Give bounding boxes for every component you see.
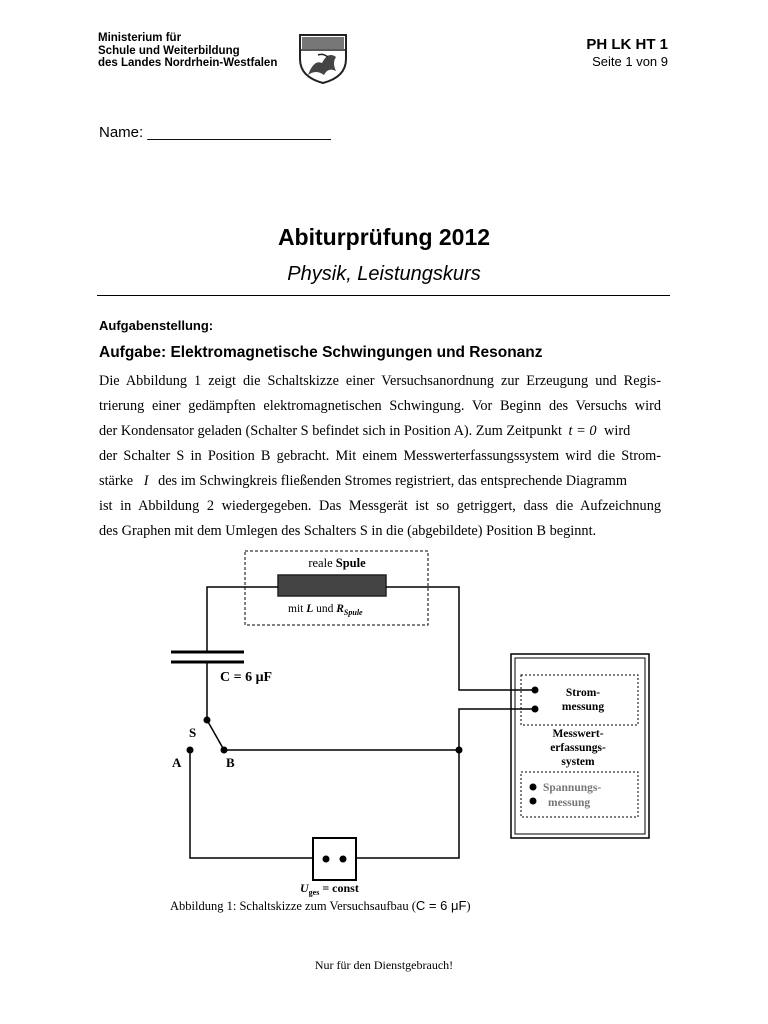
current-measurement-box xyxy=(521,675,638,725)
footer-note: Nur für den Dienstgebrauch! xyxy=(314,958,454,972)
wire xyxy=(459,709,535,750)
voltage-measurement-line1: Spannungs- xyxy=(543,782,602,794)
voltage-measurement-line2: messung xyxy=(548,797,591,809)
wire xyxy=(207,587,278,652)
text-line: der Schalter S in Position B gebracht. Mit einem Messwerterfassungssystem wird die Strom- xyxy=(99,448,661,464)
wire xyxy=(386,587,535,690)
text-line: trierung einer gedämpften elektromagnetischen Schwingung. Vor Beginn des Versuchs wird xyxy=(99,398,661,414)
switch-contact-b xyxy=(221,747,228,754)
text-segment: wird xyxy=(604,423,631,439)
name-field: Name: ______________________ xyxy=(99,124,331,141)
switch-label: S xyxy=(189,725,197,740)
figure-caption xyxy=(170,898,471,914)
section-label: Aufgabenstellung: xyxy=(99,318,214,333)
source-terminal-dot xyxy=(340,856,347,863)
coil-subtitle: mit L und $R_{Spule}$ xyxy=(288,603,363,617)
math-time: t = 0 xyxy=(568,423,597,439)
terminal-dot xyxy=(532,706,539,713)
wire xyxy=(356,750,459,858)
switch-lever xyxy=(207,720,224,750)
task-title: Aufgabe: Elektromagnetische Schwingungen und Resonanz xyxy=(99,344,543,361)
terminal-dot xyxy=(532,687,539,694)
caption-text: ) xyxy=(466,899,471,913)
document-code: PH LK HT 1 xyxy=(586,36,668,53)
system-label-line3: system xyxy=(561,756,595,768)
text-line: ist in Abbildung 2 wiedergegeben. Das Messgerät ist so getriggert, dass die Aufzeichnung xyxy=(99,498,661,514)
position-a-label: A xyxy=(172,755,182,770)
caption-text: Abbildung 1: Schaltskizze zum Versuchsaufbau ( xyxy=(170,899,416,913)
caption-math: C = 6 μF xyxy=(415,898,467,913)
math-current: I xyxy=(143,473,149,489)
page-title: Abiturprüfung 2012 xyxy=(277,224,491,250)
terminal-dot xyxy=(530,798,537,805)
text-line: Die Abbildung 1 zeigt die Schaltskizze einer Versuchsanordnung zur Erzeugung und Regis- xyxy=(99,373,661,389)
junction-dot xyxy=(456,747,463,754)
ministry-line: des Landes Nordrhein-Westfalen xyxy=(98,57,278,69)
ministry-line: Ministerium für xyxy=(98,32,182,44)
terminal-dot xyxy=(530,784,537,791)
voltage-measurement-box xyxy=(521,772,638,817)
coil-title: reale Spule xyxy=(308,556,366,570)
source-terminal-dot xyxy=(323,856,330,863)
current-measurement-line1: Strom- xyxy=(565,687,601,699)
system-label-line2: erfassungs- xyxy=(550,742,606,754)
wire xyxy=(190,750,313,858)
source-label: $U_{ges}$ = const xyxy=(300,881,359,897)
text-segment: der Kondensator geladen (Schalter S befindet sich in Position A). Zum Zeitpunkt xyxy=(99,423,562,439)
capacitor-label: C = 6 μF xyxy=(220,670,273,685)
system-label-line1: Messwert- xyxy=(552,728,604,740)
page-subtitle: Physik, Leistungskurs xyxy=(287,263,481,285)
current-measurement-line2: messung xyxy=(561,701,605,713)
ministry-line: Schule und Weiterbildung xyxy=(98,44,240,57)
page-number: Seite 1 von 9 xyxy=(592,54,668,69)
coil-symbol xyxy=(278,575,386,596)
text-segment: des im Schwingkreis fließenden Stromes registriert, das entsprechende Diagramm xyxy=(158,473,627,489)
switch-pivot-dot xyxy=(204,717,211,724)
text-segment: stärke xyxy=(99,473,134,489)
voltage-source xyxy=(313,838,356,880)
position-b-label: B xyxy=(226,755,235,770)
text-line: des Graphen mit dem Umlegen des Schalters S in die (abgebildete) Position B beginnt. xyxy=(99,523,597,539)
switch-contact-a xyxy=(187,747,194,754)
